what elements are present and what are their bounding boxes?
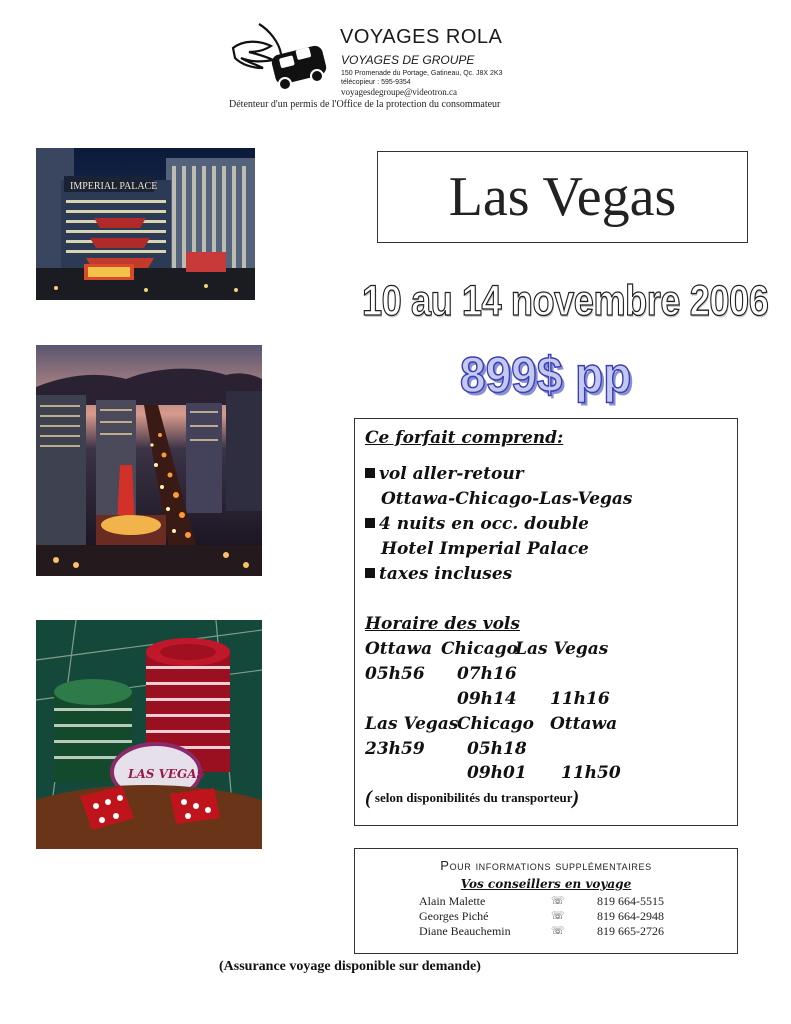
- schedule-heading: Horaire des vols: [365, 614, 520, 634]
- info-subheading: Vos conseillers en voyage: [460, 877, 632, 891]
- return-time-4: 11h50: [561, 763, 621, 783]
- return-city-2: Chicago: [457, 714, 534, 734]
- contact-name: Alain Malette: [419, 894, 486, 908]
- trip-price: 899$ pp: [460, 347, 632, 403]
- permit-notice: Détenteur d'un permis de l'Office de la protection du consommateur: [229, 99, 501, 110]
- company-fax: télécopieur : 595-9354: [341, 79, 411, 86]
- outbound-city-2: Chicago: [441, 639, 518, 659]
- return-city-3: Ottawa: [550, 714, 618, 734]
- contact-phone: 819 665-2726: [597, 924, 664, 938]
- contact-name: Diane Beauchemin: [419, 924, 511, 938]
- package-item-2: 4 nuits en occ. double: [365, 514, 589, 534]
- company-address: 150 Promenade du Portage, Gatineau, Qc. J8X 2K3: [341, 70, 503, 77]
- telephone-icon: ☏: [551, 924, 565, 937]
- bullet-icon: [365, 468, 375, 478]
- telephone-icon: ☏: [551, 894, 565, 907]
- title-box: [377, 151, 748, 243]
- imperial-palace-photo: [36, 148, 255, 300]
- outbound-time-4: 11h16: [550, 689, 610, 709]
- contact-phone: 819 664-5515: [597, 894, 664, 908]
- bullet-icon: [365, 518, 375, 528]
- outbound-city-1: Ottawa: [365, 639, 433, 659]
- hotel-sign-text: IMPERIAL PALACE: [70, 181, 158, 192]
- availability-note: ( selon disponibilités du transporteur): [365, 787, 580, 809]
- contact-name: Georges Piché: [419, 909, 489, 923]
- info-heading: Pour informations supplémentaires: [440, 858, 652, 873]
- travel-insurance-note: (Assurance voyage disponible sur demande): [219, 959, 481, 974]
- company-name: VOYAGES ROLA: [340, 26, 503, 48]
- chip-label-text: LAS VEGAS: [128, 767, 206, 781]
- bullet-icon: [365, 568, 375, 578]
- package-details-box: [354, 418, 738, 826]
- outbound-time-1: 05h56: [365, 664, 425, 684]
- telephone-icon: ☏: [551, 909, 565, 922]
- package-item-2-detail: Hotel Imperial Palace: [381, 539, 589, 559]
- winged-bus-logo-icon: [229, 20, 334, 96]
- contact-phone: 819 664-2948: [597, 909, 664, 923]
- company-email: voyagesdegroupe@videotron.ca: [341, 87, 457, 97]
- trip-dates: 10 au 14 novembre 2006: [362, 277, 769, 325]
- contact-info-box: [354, 848, 738, 954]
- page-title: Las Vegas: [448, 166, 677, 228]
- casino-chips-dice-photo: [36, 620, 262, 849]
- package-item-3: taxes incluses: [365, 564, 512, 584]
- company-subtitle: VOYAGES DE GROUPE: [341, 53, 475, 67]
- outbound-time-2: 07h16: [457, 664, 517, 684]
- package-item-1-detail: Ottawa-Chicago-Las-Vegas: [381, 489, 633, 509]
- contact-row: [355, 924, 737, 939]
- return-time-3: 09h01: [467, 763, 527, 783]
- las-vegas-strip-photo: [36, 345, 262, 576]
- return-city-1: Las Vegas: [365, 714, 459, 734]
- package-heading: Ce forfait comprend:: [365, 428, 564, 448]
- outbound-time-3: 09h14: [457, 689, 517, 709]
- return-time-1: 23h59: [365, 739, 425, 759]
- contact-row: [355, 909, 737, 924]
- company-address-block: [341, 69, 503, 87]
- outbound-city-3: Las Vegas: [515, 639, 609, 659]
- contact-row: [355, 894, 737, 909]
- return-time-2: 05h18: [467, 739, 527, 759]
- package-item-1: vol aller-retour: [365, 464, 524, 484]
